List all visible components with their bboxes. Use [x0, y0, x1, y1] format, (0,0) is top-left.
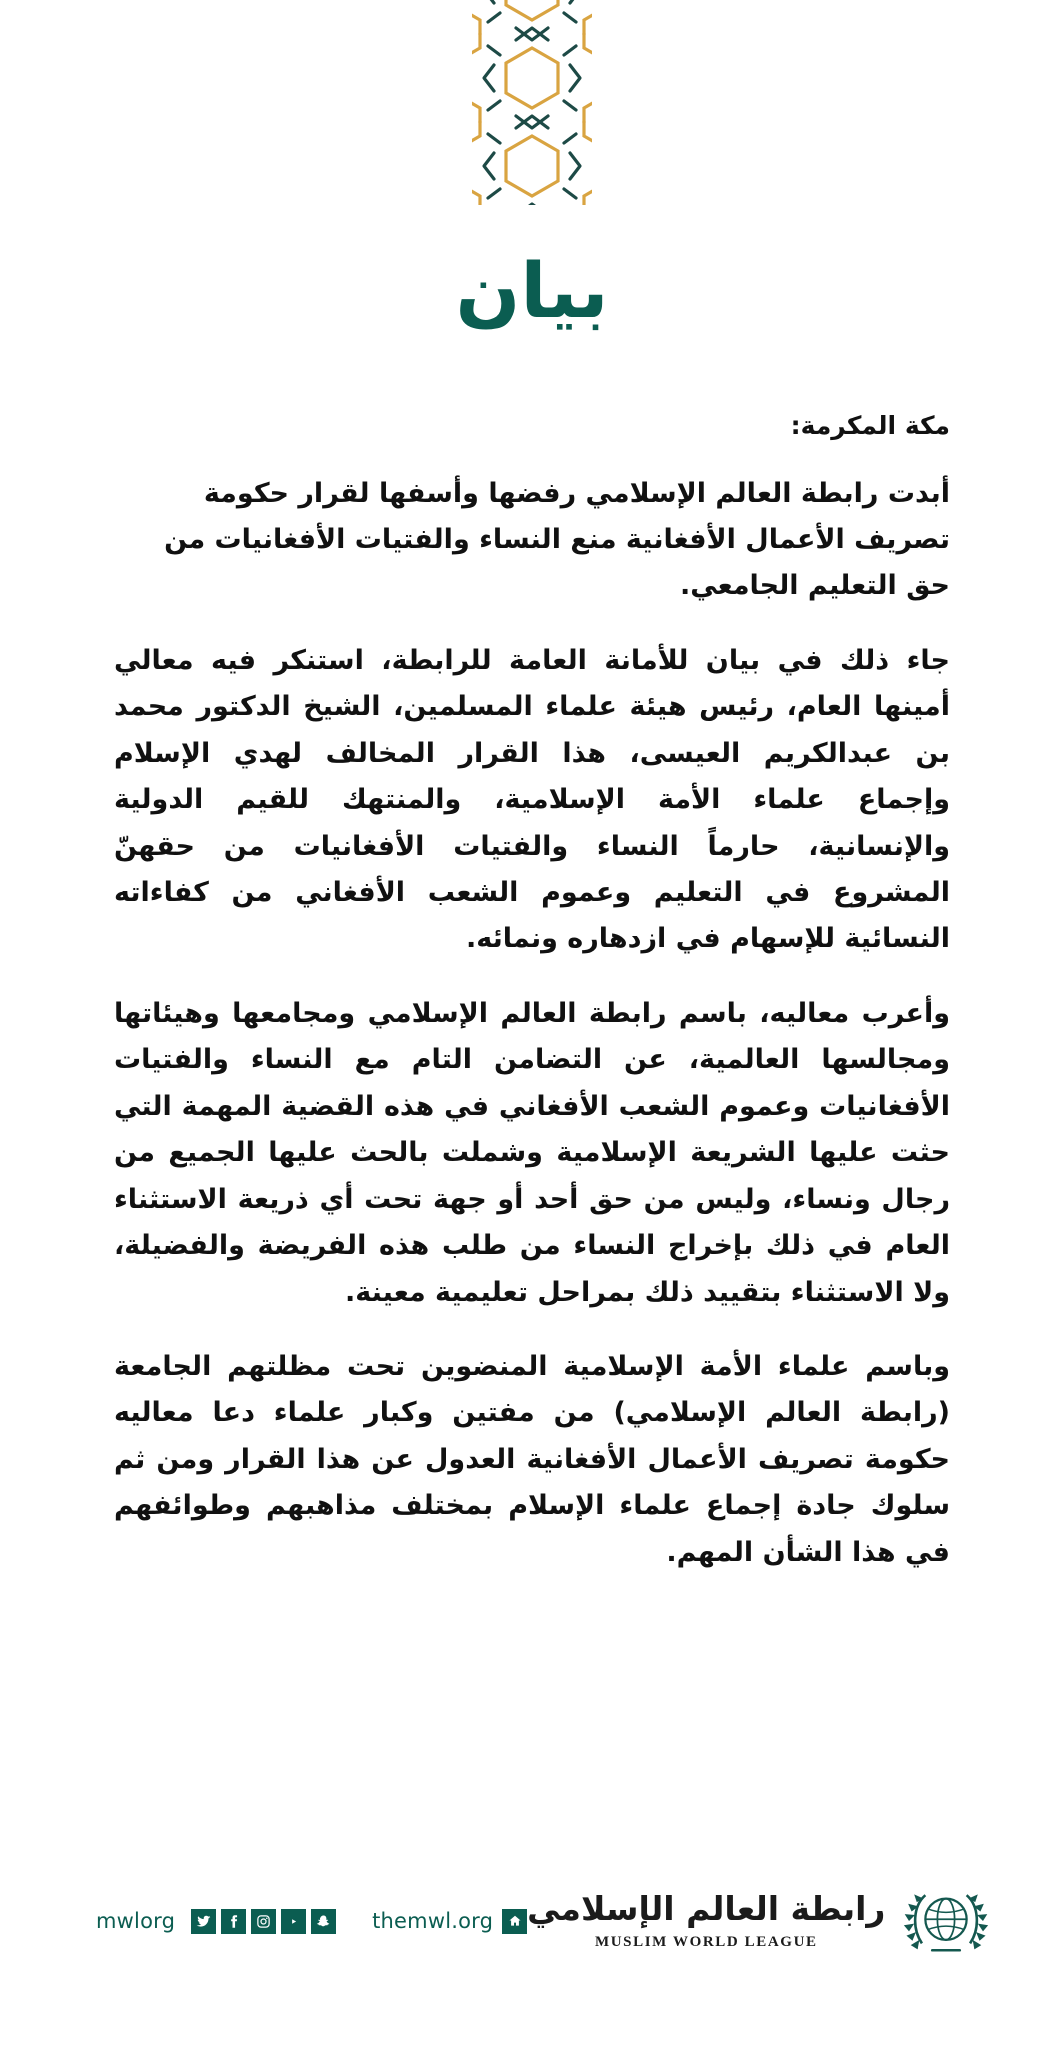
youtube-icon[interactable] — [281, 1909, 306, 1934]
mwl-english-name: MUSLIM WORLD LEAGUE — [594, 1934, 818, 1951]
facebook-icon[interactable] — [221, 1909, 246, 1934]
title-block — [455, 246, 609, 335]
website-group — [372, 1909, 527, 1934]
mwl-arabic-name: رابطة العالم الإسلامي — [527, 1888, 886, 1928]
dateline: مكة المكرمة: — [790, 411, 950, 440]
mwl-globe-wreath-emblem — [903, 1878, 989, 1964]
paragraph-2: جاء ذلك في بيان للأمانة العامة للرابطة، استنكر فيه معالي أمينها العام، رئيس هيئة علماء المسلمين، الشيخ الدكتور محمد بن عبدالكريم العيسى، هذا القرار المخالف لهدي الإسلام وإجماع علماء الأمة الإسلامية، والمنتهك للقيم الدولية والإنسانية، حارماً النساء والفتيات الأفغانيات من حقهنّ المشروع في التعليم وعموم الشعب الأفغاني من كفاءاته النسائية للإسهام في ازدهاره ونمائه. — [114, 644, 950, 955]
mwl-wordmark — [527, 1888, 886, 1951]
social-handle: mwlorg — [96, 1909, 176, 1933]
paragraph-1: أبدت رابطة العالم الإسلامي رفضها وأسفها لقرار حكومة تصريف الأعمال الأفغانية منع النساء والفتيات الأفغانيات من حق التعليم الجامعي. — [164, 477, 950, 602]
mwl-brand-lockup — [527, 1878, 989, 1964]
paragraph-3: وأعرب معاليه، باسم رابطة العالم الإسلامي ومجامعها وهيئاتها ومجالسها العالمية، عن التضامن التام مع النساء والفتيات الأفغانيات وعموم الشعب الأفغاني في هذه القضية المهمة التي حثت عليها الشريعة الإسلامية وشملت بالحث عليها الجميع من رجال ونساء، وليس من حق أحد أو جهة تحت أي ذريعة الاستثناء العام في ذلك بإخراج النساء من طلب هذه الفريضة والفضيلة، ولا الاستثناء بتقييد ذلك بمراحل تعليمية معينة. — [114, 997, 950, 1308]
social-icon-row — [191, 1909, 336, 1934]
snapchat-icon[interactable] — [311, 1909, 336, 1934]
website-label: themwl.org — [372, 1909, 494, 1933]
statement-body — [114, 407, 950, 1576]
home-icon[interactable] — [502, 1909, 527, 1934]
instagram-icon[interactable] — [251, 1909, 276, 1934]
paragraph-4: وباسم علماء الأمة الإسلامية المنضوين تحت مظلتهم الجامعة (رابطة العالم الإسلامي) من مفتين وكبار علماء دعا معاليه حكومة تصريف الأعمال الأفغانية العدول عن هذا القرار ومن ثم سلوك جادة إجماع علماء الإسلام بمختلف مذاهبهم وطوائفهم في هذا الشأن المهم. — [114, 1350, 950, 1568]
footer — [0, 1856, 1064, 1986]
footer-social-group — [96, 1909, 527, 1934]
page-title: بيان — [455, 246, 609, 335]
twitter-icon[interactable] — [191, 1909, 216, 1934]
islamic-geometric-ornament — [472, 0, 592, 205]
